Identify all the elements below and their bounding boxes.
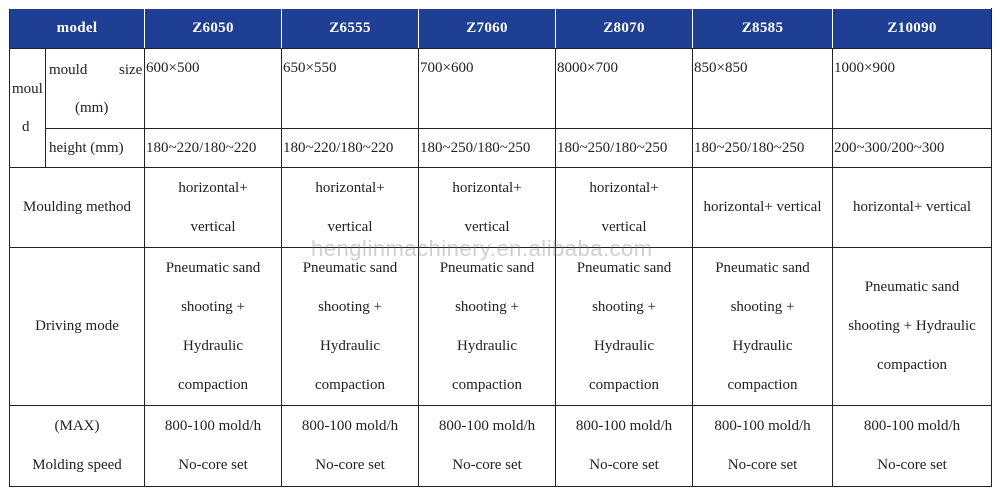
driving-mode-line: compaction	[452, 376, 522, 393]
molding-speed-line: No-core set	[452, 457, 522, 473]
molding-speed-line: No-core set	[315, 457, 385, 473]
mould-size-row	[10, 49, 992, 129]
driving-mode-value	[833, 248, 992, 406]
driving-mode-line: shooting +	[318, 298, 382, 315]
driving-mode-line: shooting +	[730, 298, 795, 315]
mould-size-value: 850×850	[693, 49, 833, 129]
moulding-method-value	[833, 168, 992, 248]
mould-size-value: 600×500	[145, 49, 282, 129]
driving-mode-line: compaction	[727, 376, 798, 393]
driving-mode-line: Pneumatic sand	[302, 259, 398, 276]
molding-speed-line: 800-100 mold/h	[438, 418, 536, 434]
driving-mode-value	[693, 248, 833, 406]
driving-mode-row	[10, 248, 992, 406]
driving-mode-value	[145, 248, 282, 406]
header-model-z10090: Z10090	[833, 9, 992, 49]
molding-speed-value	[556, 406, 693, 487]
moulding-method-line: vertical	[601, 218, 647, 235]
driving-mode-line: compaction	[178, 376, 248, 393]
driving-mode-value	[419, 248, 556, 406]
driving-mode-line: Hydraulic	[732, 337, 793, 354]
moulding-method-value	[556, 168, 693, 248]
mould-height-value: 180~220/180~220	[145, 129, 282, 168]
molding-speed-line: No-core set	[727, 457, 798, 473]
molding-speed-value	[693, 406, 833, 487]
watermark-text: henglinmachinery.en.alibaba.com	[311, 236, 653, 261]
header-row	[10, 9, 992, 49]
header-model-z8585: Z8585	[693, 9, 833, 49]
molding-speed-line: 800-100 mold/h	[301, 418, 399, 434]
driving-mode-line: shooting +	[592, 298, 656, 315]
header-model-label: model	[10, 9, 145, 49]
header-model-z6050: Z6050	[145, 9, 282, 49]
moulding-method-line: vertical	[190, 218, 236, 235]
driving-mode-value	[282, 248, 419, 406]
mould-size-value: 650×550	[282, 49, 419, 129]
mould-height-value: 180~250/180~250	[556, 129, 693, 168]
mould-height-value: 200~300/200~300	[833, 129, 992, 168]
moulding-method-line: horizontal+	[452, 179, 522, 196]
moulding-method-line: horizontal+ vertical	[703, 199, 822, 215]
driving-mode-line: Pneumatic sand	[576, 259, 672, 276]
driving-mode-value	[556, 248, 693, 406]
molding-speed-value	[282, 406, 419, 487]
driving-mode-line: Pneumatic sand	[439, 259, 535, 276]
moulding-method-line: vertical	[327, 218, 373, 235]
driving-mode-line: compaction	[315, 376, 385, 393]
moulding-method-line: horizontal+	[589, 179, 659, 196]
mould-size-label-word1: mould	[49, 61, 88, 78]
mould-label-part1: moul	[12, 81, 43, 97]
moulding-method-line: horizontal+ vertical	[853, 199, 972, 215]
header-model-z7060: Z7060	[419, 9, 556, 49]
driving-mode-line: Hydraulic	[183, 337, 243, 354]
mould-height-label: height (mm)	[46, 129, 145, 168]
mould-height-row	[10, 129, 992, 168]
moulding-method-row	[10, 168, 992, 248]
moulding-method-line: vertical	[464, 218, 510, 235]
driving-mode-line: Pneumatic sand	[715, 259, 810, 276]
molding-speed-line: No-core set	[589, 457, 659, 473]
driving-mode-line: shooting +	[181, 298, 245, 315]
mould-size-unit: (mm)	[75, 99, 109, 116]
molding-speed-label-line1: (MAX)	[54, 418, 100, 434]
moulding-method-value	[282, 168, 419, 248]
header-model-z6555: Z6555	[282, 9, 419, 49]
mould-size-value: 8000×700	[556, 49, 693, 129]
driving-mode-label: Driving mode	[10, 248, 145, 406]
moulding-method-line: horizontal+	[315, 179, 385, 196]
driving-mode-line: compaction	[877, 357, 947, 373]
molding-speed-line: No-core set	[178, 457, 248, 473]
driving-mode-line: Hydraulic	[320, 337, 380, 354]
molding-speed-line: No-core set	[877, 457, 947, 473]
driving-mode-line: shooting +	[455, 298, 519, 315]
driving-mode-line: Hydraulic	[457, 337, 517, 354]
molding-speed-value	[145, 406, 282, 487]
molding-speed-line: 800-100 mold/h	[575, 418, 673, 434]
mould-height-value: 180~220/180~220	[282, 129, 419, 168]
molding-speed-label-line2: Molding speed	[32, 457, 122, 473]
molding-speed-line: 800-100 mold/h	[863, 418, 961, 434]
driving-mode-line: Pneumatic sand	[864, 279, 960, 295]
mould-size-value: 700×600	[419, 49, 556, 129]
mould-height-value: 180~250/180~250	[419, 129, 556, 168]
moulding-method-line: horizontal+	[178, 179, 248, 196]
molding-speed-line: 800-100 mold/h	[164, 418, 262, 434]
moulding-method-value	[693, 168, 833, 248]
molding-speed-label	[10, 406, 145, 487]
spec-table	[9, 8, 992, 487]
molding-speed-line: 800-100 mold/h	[714, 418, 811, 434]
header-model-z8070: Z8070	[556, 9, 693, 49]
driving-mode-line: Hydraulic	[594, 337, 654, 354]
mould-height-value: 180~250/180~250	[693, 129, 833, 168]
mould-group-label	[10, 49, 46, 168]
moulding-method-label: Moulding method	[10, 168, 145, 248]
molding-speed-value	[419, 406, 556, 487]
molding-speed-row	[10, 406, 992, 487]
driving-mode-line: Pneumatic sand	[165, 259, 261, 276]
driving-mode-line: compaction	[589, 376, 659, 393]
moulding-method-value	[419, 168, 556, 248]
driving-mode-line: shooting + Hydraulic	[848, 318, 976, 334]
molding-speed-value	[833, 406, 992, 487]
mould-label-part2: d	[22, 119, 30, 135]
mould-size-value: 1000×900	[833, 49, 992, 129]
mould-size-label	[46, 49, 145, 129]
mould-size-label-word2: size	[119, 61, 143, 78]
moulding-method-value	[145, 168, 282, 248]
